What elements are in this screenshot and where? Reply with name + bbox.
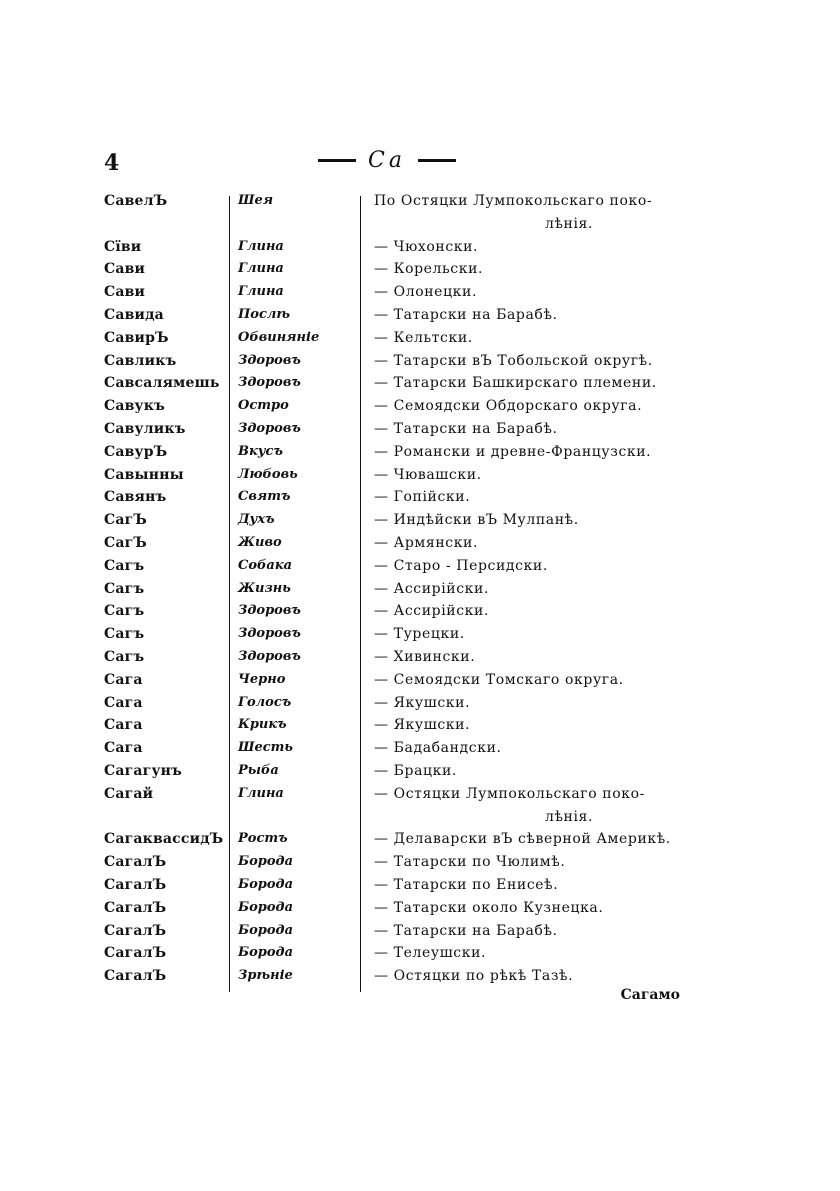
language-source-text: — Турецки.	[374, 626, 465, 643]
meaning: Здоровъ	[238, 603, 301, 619]
entry-row	[104, 236, 704, 259]
meaning: Здоровъ	[238, 375, 301, 391]
entry-row	[104, 851, 704, 874]
language-source	[362, 669, 704, 692]
headword: Савликъ	[104, 352, 177, 369]
entry-row	[104, 304, 704, 327]
language-source-text: — Ассирійски.	[374, 580, 490, 597]
language-source	[362, 646, 704, 669]
headword: СагалЪ	[104, 945, 167, 962]
language-source	[362, 372, 704, 395]
language-source-text: — Гопійски.	[374, 489, 471, 506]
language-source-text: — Якушски.	[374, 717, 471, 734]
language-source-text: — Остяцки по рѣкѣ Тазѣ.	[374, 968, 574, 985]
entry-row	[104, 828, 704, 851]
entry-row	[104, 783, 704, 829]
entry-row	[104, 350, 704, 373]
entry-row	[104, 327, 704, 350]
headword: Сага	[104, 694, 143, 711]
language-source-text: — Татарски на Барабѣ.	[374, 922, 558, 939]
language-source-text: — Армянски.	[374, 534, 479, 551]
headword: СагалЪ	[104, 899, 167, 916]
language-source	[362, 828, 704, 851]
meaning: Послѣ	[238, 306, 291, 322]
language-source-text: — Ассирійски.	[374, 603, 490, 620]
language-source-text: — Брацки.	[374, 762, 457, 779]
language-source	[362, 304, 704, 327]
language-source-text: — Татарски около Кузнецка.	[374, 899, 604, 916]
meaning: Глина	[238, 261, 284, 277]
entry-row	[104, 942, 704, 965]
meaning: Крикъ	[238, 717, 287, 733]
language-source-text: — Татарски на Барабѣ.	[374, 306, 558, 323]
running-head	[318, 148, 456, 173]
headword: СагалЪ	[104, 968, 167, 985]
language-source	[362, 441, 704, 464]
meaning: Остро	[238, 398, 289, 414]
language-source	[362, 281, 704, 304]
language-source-text: — Чювашски.	[374, 466, 482, 483]
meaning: Святъ	[238, 489, 291, 505]
language-source-text: — Хивински.	[374, 648, 476, 665]
headword: СагаквассидЪ	[104, 831, 224, 848]
meaning: Собака	[238, 557, 293, 573]
language-source	[362, 486, 704, 509]
entry-row	[104, 897, 704, 920]
entry-row	[104, 669, 704, 692]
language-source	[362, 760, 704, 783]
meaning: Ростъ	[238, 831, 288, 847]
headword: СагалЪ	[104, 854, 167, 871]
entry-row	[104, 714, 704, 737]
entry-row	[104, 965, 704, 988]
language-source	[362, 623, 704, 646]
language-source	[362, 600, 704, 623]
language-source-text: — Якушски.	[374, 694, 471, 711]
language-source	[362, 920, 704, 943]
entry-row	[104, 874, 704, 897]
language-source-text: — Индѣйски вЪ Мулпанѣ.	[374, 512, 579, 529]
meaning: Борода	[238, 876, 294, 892]
language-source-text: По Остяцки Лумпокольскаго поко-	[374, 193, 653, 209]
language-source	[362, 418, 704, 441]
entry-row	[104, 509, 704, 532]
meaning: Голосъ	[238, 694, 292, 710]
meaning: Духъ	[238, 512, 275, 528]
language-source-text: — Татарски на Барабѣ.	[374, 420, 558, 437]
language-source	[362, 783, 704, 829]
meaning: Жизнь	[238, 580, 291, 596]
language-source-text: — Кельтски.	[374, 329, 473, 346]
headword: Савянъ	[104, 489, 167, 506]
headword: СавелЪ	[104, 193, 168, 209]
meaning: Глина	[238, 284, 284, 300]
headword: Савынны	[104, 466, 184, 483]
meaning: Живо	[238, 534, 282, 550]
language-source-continuation: лѣнія.	[544, 215, 594, 232]
language-source	[362, 555, 704, 578]
meaning: Вкусъ	[238, 443, 283, 459]
entry-row	[104, 692, 704, 715]
language-source	[362, 190, 704, 236]
language-source	[362, 874, 704, 897]
language-source	[362, 464, 704, 487]
meaning: Здоровъ	[238, 352, 301, 368]
meaning: Борода	[238, 899, 294, 915]
headword: Сїви	[104, 238, 142, 255]
headword: Сага	[104, 671, 143, 688]
word-list	[104, 190, 704, 988]
entry-row	[104, 281, 704, 304]
language-source	[362, 578, 704, 601]
headword: Сага	[104, 717, 143, 734]
language-source	[362, 692, 704, 715]
language-source	[362, 714, 704, 737]
header-dash-left	[318, 159, 356, 162]
language-source-text: — Делаварски вЪ сѣверной Америкѣ.	[374, 831, 671, 848]
headword: Сави	[104, 284, 146, 301]
meaning: Черно	[238, 671, 286, 687]
headword: Сага	[104, 740, 143, 757]
meaning: Борода	[238, 854, 294, 870]
entry-row	[104, 760, 704, 783]
headword: Сагъ	[104, 580, 145, 597]
language-source-text: — Татарски по Енисеѣ.	[374, 876, 559, 893]
page-number: 4	[104, 150, 120, 176]
language-source-text: — Романски и древне-Французски.	[374, 443, 652, 460]
language-source	[362, 965, 704, 988]
language-source	[362, 942, 704, 965]
entry-row	[104, 395, 704, 418]
entry-row	[104, 418, 704, 441]
language-source	[362, 395, 704, 418]
headword: СагЪ	[104, 534, 147, 551]
entry-row	[104, 600, 704, 623]
entry-row	[104, 646, 704, 669]
headword: СавурЪ	[104, 443, 168, 460]
meaning: Шея	[238, 193, 274, 208]
headword: СавирЪ	[104, 329, 169, 346]
language-source-text: — Татарски Башкирскаго племени.	[374, 375, 657, 392]
language-source	[362, 350, 704, 373]
language-source	[362, 897, 704, 920]
entry-row	[104, 464, 704, 487]
headword: СагалЪ	[104, 876, 167, 893]
headword: Сагъ	[104, 603, 145, 620]
meaning: Борода	[238, 922, 294, 938]
entry-row	[104, 555, 704, 578]
meaning: Любовь	[238, 466, 298, 482]
headword: Сагъ	[104, 626, 145, 643]
headword: Сави	[104, 261, 146, 278]
language-source-continuation: лѣнія.	[544, 808, 594, 825]
headword: Сагъ	[104, 557, 145, 574]
language-source-text: — Бадабандски.	[374, 740, 502, 757]
entry-row	[104, 920, 704, 943]
language-source-text: — Татарски по Чюлимѣ.	[374, 854, 566, 871]
headword: Сагай	[104, 785, 154, 802]
headword: СагЪ	[104, 512, 147, 529]
entry-row	[104, 486, 704, 509]
language-source	[362, 737, 704, 760]
catchword: Сагамо	[620, 987, 680, 1003]
entry-row	[104, 532, 704, 555]
entry-row	[104, 623, 704, 646]
headword: Савуликъ	[104, 420, 186, 437]
headword: Сагагунъ	[104, 762, 182, 779]
headword: Савсалямешь	[104, 375, 220, 392]
meaning: Здоровъ	[238, 420, 301, 436]
entry-row	[104, 578, 704, 601]
entry-row	[104, 441, 704, 464]
meaning: Глина	[238, 785, 284, 801]
entry-row	[104, 190, 704, 236]
entry-row	[104, 258, 704, 281]
language-source-text: — Остяцки Лумпокольскаго поко-	[374, 785, 645, 802]
language-source	[362, 258, 704, 281]
language-source-text: — Телеушски.	[374, 945, 487, 962]
running-head-title: Са	[368, 148, 406, 173]
header-dash-right	[418, 159, 456, 162]
language-source-text: — Олонецки.	[374, 284, 478, 301]
language-source-text: — Семоядски Обдорскаго округа.	[374, 398, 643, 415]
language-source-text: — Корельски.	[374, 261, 484, 278]
language-source-text: — Старо - Персидски.	[374, 557, 548, 574]
headword: СагалЪ	[104, 922, 167, 939]
meaning: Обвиняніе	[238, 329, 320, 345]
language-source	[362, 236, 704, 259]
language-source	[362, 532, 704, 555]
meaning: Зрѣніе	[238, 968, 293, 984]
meaning: Рыба	[238, 762, 279, 778]
meaning: Борода	[238, 945, 294, 961]
meaning: Здоровъ	[238, 626, 301, 642]
language-source	[362, 851, 704, 874]
meaning: Шесть	[238, 740, 294, 756]
language-source-text: — Татарски вЪ Тобольской округѣ.	[374, 352, 653, 369]
headword: Савукъ	[104, 398, 165, 415]
headword: Сагъ	[104, 648, 145, 665]
language-source-text: — Чюхонски.	[374, 238, 479, 255]
language-source-text: — Семоядски Томскаго округа.	[374, 671, 624, 688]
headword: Савида	[104, 306, 164, 323]
entry-row	[104, 372, 704, 395]
meaning: Глина	[238, 238, 284, 254]
language-source	[362, 327, 704, 350]
entry-row	[104, 737, 704, 760]
language-source	[362, 509, 704, 532]
meaning: Здоровъ	[238, 648, 301, 664]
